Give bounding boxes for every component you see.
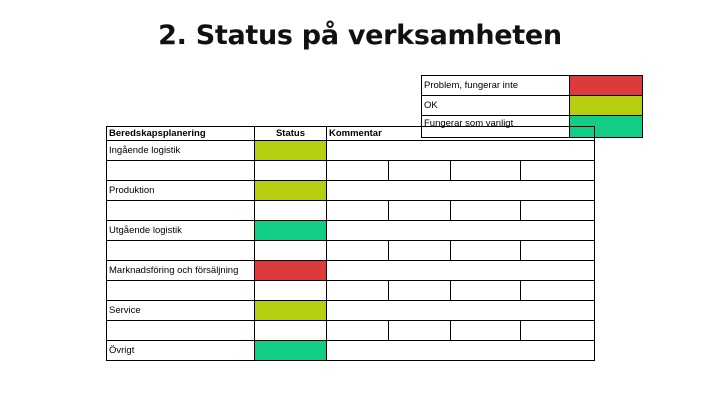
comment-cell[interactable] xyxy=(327,181,595,201)
comment-subcell[interactable] xyxy=(389,161,451,181)
comment-subcell[interactable] xyxy=(451,281,521,301)
header-comment: Kommentar xyxy=(327,127,595,141)
comment-cell[interactable] xyxy=(327,261,595,281)
header-area: Beredskapsplanering xyxy=(107,127,255,141)
comment-subcell[interactable] xyxy=(521,201,595,221)
table-row xyxy=(107,221,595,241)
comment-subcell[interactable] xyxy=(521,321,595,341)
empty-cell[interactable] xyxy=(107,321,255,341)
empty-cell[interactable] xyxy=(107,241,255,261)
row-label: Marknadsföring och försäljning xyxy=(107,261,255,281)
spacer-row xyxy=(107,281,595,301)
empty-cell[interactable] xyxy=(255,281,327,301)
comment-cell[interactable] xyxy=(327,301,595,321)
empty-cell[interactable] xyxy=(255,241,327,261)
comment-subcell[interactable] xyxy=(327,241,389,261)
legend-swatch-red xyxy=(570,76,643,96)
status-table xyxy=(106,126,595,361)
row-label: Utgående logistik xyxy=(107,221,255,241)
legend-label-ok: OK xyxy=(422,96,570,116)
slide-title: 2. Status på verksamheten xyxy=(158,20,562,51)
spacer-row xyxy=(107,161,595,181)
table-header-row xyxy=(107,127,595,141)
empty-cell[interactable] xyxy=(107,201,255,221)
status-cell[interactable] xyxy=(255,181,327,201)
legend-row-problem xyxy=(422,76,643,96)
header-status: Status xyxy=(255,127,327,141)
comment-subcell[interactable] xyxy=(389,281,451,301)
comment-subcell[interactable] xyxy=(521,281,595,301)
spacer-row xyxy=(107,321,595,341)
comment-subcell[interactable] xyxy=(521,241,595,261)
comment-subcell[interactable] xyxy=(389,321,451,341)
comment-subcell[interactable] xyxy=(451,241,521,261)
table-row xyxy=(107,301,595,321)
comment-cell[interactable] xyxy=(327,341,595,361)
table-row xyxy=(107,261,595,281)
comment-subcell[interactable] xyxy=(451,321,521,341)
status-cell[interactable] xyxy=(255,221,327,241)
comment-subcell[interactable] xyxy=(389,241,451,261)
table-row xyxy=(107,181,595,201)
empty-cell[interactable] xyxy=(107,281,255,301)
comment-subcell[interactable] xyxy=(451,161,521,181)
legend-row-ok xyxy=(422,96,643,116)
comment-subcell[interactable] xyxy=(327,321,389,341)
table-row xyxy=(107,341,595,361)
status-cell[interactable] xyxy=(255,341,327,361)
comment-subcell[interactable] xyxy=(327,201,389,221)
legend-label-normal: Fungerar som vanligt xyxy=(422,116,570,138)
legend-label-problem: Problem, fungerar inte xyxy=(422,76,570,96)
comment-cell[interactable] xyxy=(327,141,595,161)
legend-swatch-lime xyxy=(570,96,643,116)
empty-cell[interactable] xyxy=(255,161,327,181)
row-label: Övrigt xyxy=(107,341,255,361)
row-label: Ingående logistik xyxy=(107,141,255,161)
comment-subcell[interactable] xyxy=(521,161,595,181)
table-row xyxy=(107,141,595,161)
comment-subcell[interactable] xyxy=(389,201,451,221)
spacer-row xyxy=(107,241,595,261)
comment-subcell[interactable] xyxy=(327,281,389,301)
status-cell[interactable] xyxy=(255,301,327,321)
comment-subcell[interactable] xyxy=(451,201,521,221)
comment-subcell[interactable] xyxy=(327,161,389,181)
row-label: Service xyxy=(107,301,255,321)
comment-cell[interactable] xyxy=(327,221,595,241)
row-label: Produktion xyxy=(107,181,255,201)
empty-cell[interactable] xyxy=(107,161,255,181)
status-cell[interactable] xyxy=(255,261,327,281)
status-cell[interactable] xyxy=(255,141,327,161)
empty-cell[interactable] xyxy=(255,201,327,221)
empty-cell[interactable] xyxy=(255,321,327,341)
spacer-row xyxy=(107,201,595,221)
